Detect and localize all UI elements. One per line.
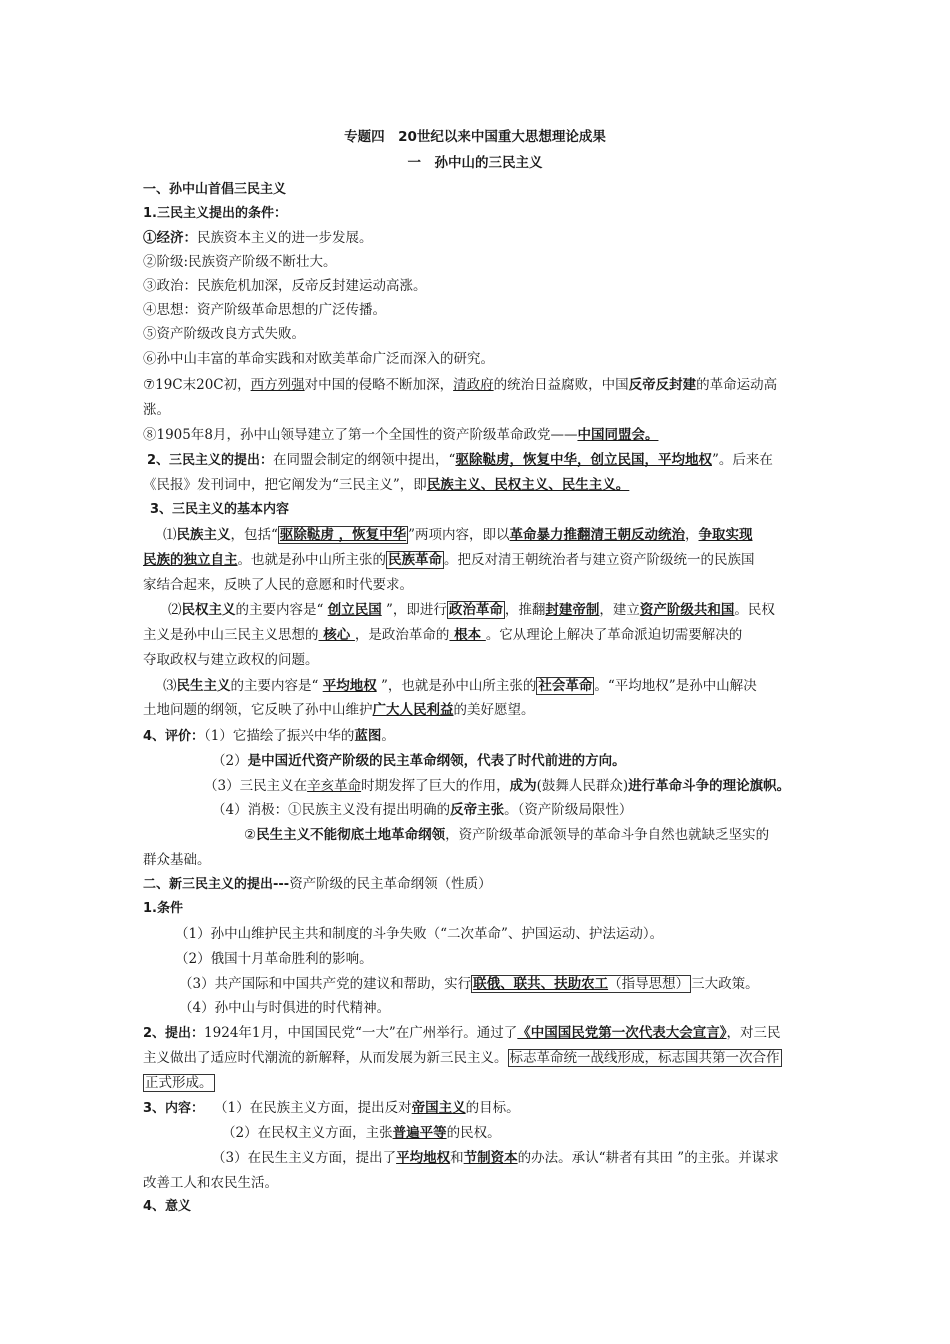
boxed-term: 民族革命 <box>388 552 442 568</box>
text-span: 在同盟会制定的纲领中提出，“ <box>273 452 456 468</box>
bold-term: 蓝图 <box>354 728 382 744</box>
meaning-heading: 4、意义 <box>143 1199 192 1214</box>
bold-underlined-term: 资产阶级共和国 <box>639 602 735 618</box>
text-span: （3）在民生主义方面，提出了 <box>212 1150 397 1166</box>
bold-underlined-term: 创立民国 <box>327 602 382 618</box>
proposal-paragraph <box>147 450 773 471</box>
condition-item <box>179 974 759 994</box>
text-span: （4）消极：①民族主义没有提出明确的 <box>212 802 451 818</box>
condition-item <box>143 425 658 445</box>
conditions-heading: 1.条件 <box>143 901 183 916</box>
text-span: （1）在民族主义方面，提出反对 <box>214 1100 412 1116</box>
text-span: 的办法。承认“耕者有其田 ”的主张。并谋求 <box>517 1150 779 1166</box>
slogan: 驱除鞑虏，恢复中华，创立民国，平均地权 <box>455 452 712 468</box>
content-item <box>143 1098 520 1119</box>
bold-term: 成为 <box>509 778 537 794</box>
condition-text: 民族资本主义的进一步发展。 <box>197 230 373 246</box>
proposal-paragraph-cont <box>143 475 629 495</box>
text-span: ⑦19C末20C初， <box>143 377 251 393</box>
bold-term: 进行革命斗争的理论旗帜。 <box>628 778 791 794</box>
bold-underlined-term: 广大人民利益 <box>372 702 454 718</box>
condition-item <box>143 375 777 395</box>
text-span: ，推翻 <box>504 602 546 618</box>
boxed-term: 驱除鞑虏 ，恢复中华 <box>279 527 407 543</box>
bold-underlined-term: 节制资本 <box>463 1150 518 1166</box>
condition-item: ③政治：民族危机加深，反帝反封建运动高涨。 <box>143 278 427 294</box>
text-span: ⑴ <box>163 527 177 543</box>
bold-underlined-term: 平均地权 <box>322 678 377 694</box>
text-span: 主义做出了适应时代潮流的新解释，从而发展为新三民主义。 <box>143 1050 508 1066</box>
content-item-cont: 改善工人和农民生活。 <box>143 1175 278 1191</box>
bold-term: 是中国近代资产阶级的民主革命纲领，代表了时代前进的方向。 <box>247 753 626 769</box>
condition-item: ⑥孙中山丰富的革命实践和对欧美革命广泛而深入的研究。 <box>143 351 494 367</box>
livelihood-paragraph-cont <box>143 700 535 720</box>
condition-item: ②阶级:民族资产阶级不断壮大。 <box>143 254 337 270</box>
text-span: 的美好愿望。 <box>453 702 535 718</box>
bold-underlined-term: 中国同盟会。 <box>577 427 659 443</box>
text-span: ”两项内容，即以 <box>408 527 510 543</box>
evaluation-item <box>212 751 626 771</box>
text-span: （3）共产国际和中国共产党的建议和帮助，实行 <box>179 976 472 992</box>
text-span: ，对三民 <box>726 1025 781 1041</box>
text-span: 。（资产阶级局限性） <box>504 802 633 818</box>
bold-term: 民生主义不能彻底土地革命纲领 <box>256 827 446 843</box>
document-subtitle: 一 孙中山的三民主义 <box>407 155 543 171</box>
condition-item: ④思想：资产阶级革命思想的广泛传播。 <box>143 302 386 318</box>
text-span: 。把反对清王朝统治者与建立资产阶级统一的民族国 <box>444 552 755 568</box>
text-span: 。民权 <box>734 602 775 618</box>
paragraph-label: 3、内容： <box>143 1101 205 1116</box>
text-span: 。 <box>381 728 395 744</box>
content-heading: 3、三民主义的基本内容 <box>150 502 290 517</box>
proposal-paragraph <box>143 1023 781 1044</box>
condition-item: （2）俄国十月革命胜利的影响。 <box>175 951 373 967</box>
condition-item: （4）孙中山与时俱进的时代精神。 <box>179 1000 391 1016</box>
bold-underlined-term: 争取实现 <box>698 527 753 543</box>
text-span: ，包括“ <box>230 527 278 543</box>
section-heading: 一、孙中山首倡三民主义 <box>143 182 287 197</box>
boxed-term: 联俄、联共、扶助农工 <box>473 976 609 992</box>
text-span: 《民报》发刊词中，把它阐发为“三民主义”，即 <box>143 477 427 493</box>
bold-underlined-term: 革命暴力推翻清王朝反动统治 <box>509 527 686 543</box>
paragraph-label: 4、评价： <box>143 729 205 744</box>
boxed-term: 政治革命 <box>448 602 503 618</box>
text-span: (鼓舞人民群众) <box>536 778 629 794</box>
proposal-paragraph-cont <box>143 1048 782 1068</box>
content-item <box>212 1148 779 1168</box>
bold-term: 民生主义 <box>176 678 231 694</box>
paragraph-label: 2、提出： <box>143 1026 205 1041</box>
conditions-heading: 1.三民主义提出的条件： <box>143 206 287 221</box>
democracy-paragraph <box>168 600 775 620</box>
text-span: 的目标。 <box>465 1100 520 1116</box>
condition-item-cont: 涨。 <box>143 402 170 418</box>
three-principles: 民族主义、民权主义、民生主义。 <box>426 477 630 493</box>
text-span: 主义是孙中山三民主义思想的 <box>143 627 319 643</box>
text-span: （指导思想） <box>608 976 690 992</box>
text-span: （1）它描绘了振兴中华的 <box>204 728 355 744</box>
text-span: 三大政策。 <box>691 976 759 992</box>
boxed-note: 标志革命统一战线形成，标志国共第一次合作 <box>509 1050 780 1066</box>
text-span: ， <box>685 527 699 543</box>
evaluation-item <box>143 726 395 747</box>
text-span: 1924年1月，中国国民党“一大”在广州举行。通过了 <box>204 1025 518 1041</box>
bold-underlined-term: 普遍平等 <box>392 1125 447 1141</box>
text-span: 的主要内容是“ <box>235 602 328 618</box>
text-span: 。也就是孙中山所主张的 <box>237 552 386 568</box>
bold-underlined-term: 核心 <box>318 627 355 643</box>
nationalism-paragraph-cont <box>143 550 755 570</box>
text-span: ，建立 <box>599 602 640 618</box>
text-span: ⑧1905年8月，孙中山领导建立了第一个全国性的资产阶级革命政党—— <box>143 427 578 443</box>
content-item <box>222 1123 501 1143</box>
condition-item: （1）孙中山维护民主共和制度的斗争失败（“二次革命”、护国运动、护法运动）。 <box>175 926 664 942</box>
condition-item <box>143 228 373 248</box>
underlined-term: 清政府 <box>453 377 494 393</box>
bold-term: 反帝主张 <box>450 802 505 818</box>
text-span: ”，即进行 <box>381 602 447 618</box>
text-span: 土地问题的纲领，它反映了孙中山维护 <box>143 702 373 718</box>
nationalism-paragraph <box>163 525 753 545</box>
document-title: 专题四 20世纪以来中国重大思想理论成果 <box>344 129 606 145</box>
boxed-note: 正式形成。 <box>145 1075 213 1091</box>
democracy-paragraph-cont <box>143 625 742 645</box>
section-heading <box>143 874 492 895</box>
democracy-paragraph-cont: 夺取政权与建立政权的问题。 <box>143 652 319 668</box>
underlined-term: 西方列强 <box>250 377 305 393</box>
text-span: （3）三民主义在 <box>204 778 308 794</box>
heading-text: 二、新三民主义的提出--- <box>143 877 290 892</box>
livelihood-paragraph <box>163 676 757 696</box>
text-span: 时期发挥了巨大的作用， <box>361 778 510 794</box>
bold-underlined-term: 根本 <box>449 627 486 643</box>
bold-underlined-term: 帝国主义 <box>411 1100 466 1116</box>
evaluation-item <box>244 825 769 845</box>
condition-label: ①经济： <box>143 230 197 246</box>
condition-item: ⑤资产阶级改良方式失败。 <box>143 326 305 342</box>
manifesto-title: 《中国国民党第一次代表大会宣言》 <box>517 1025 727 1041</box>
paragraph-label: 2、三民主义的提出： <box>147 453 274 468</box>
evaluation-item <box>204 776 790 796</box>
text-span: 。它从理论上解决了革命派迫切需要解决的 <box>485 627 743 643</box>
text-span: 对中国的侵略不断加深， <box>304 377 454 393</box>
underlined-term: 辛亥革命 <box>307 778 362 794</box>
text-span: ⑵ <box>168 602 182 618</box>
text-span: 的革命运动高 <box>696 377 778 393</box>
text-span: 和 <box>450 1150 464 1166</box>
bold-term: 反帝反封建 <box>628 377 697 393</box>
text-span: 的民权。 <box>446 1125 501 1141</box>
text-span: （2）在民权主义方面，主张 <box>222 1125 393 1141</box>
bold-term: 民族主义 <box>176 527 231 543</box>
text-span: 的统治日益腐败，中国 <box>493 377 629 393</box>
boxed-term: 社会革命 <box>538 678 593 694</box>
text-span: 的主要内容是“ <box>230 678 323 694</box>
bold-underlined-term: 平均地权 <box>396 1150 451 1166</box>
evaluation-item-cont: 群众基础。 <box>143 852 211 868</box>
bold-term: 民权主义 <box>181 602 236 618</box>
proposal-paragraph-cont <box>143 1073 215 1093</box>
bold-underlined-term: 封建帝制 <box>545 602 600 618</box>
text-span: ⑶ <box>163 678 177 694</box>
text-span: 。“平均地权”是孙中山解决 <box>594 678 757 694</box>
text-span: （2） <box>212 753 248 769</box>
evaluation-item <box>212 800 632 820</box>
heading-note: 资产阶级的民主革命纲领（性质） <box>289 876 492 892</box>
text-span: ，资产阶级革命派领导的革命斗争自然也就缺乏坚实的 <box>445 827 770 843</box>
text-span: ”。后来在 <box>711 452 773 468</box>
text-span: ”，也就是孙中山所主张的 <box>376 678 537 694</box>
nationalism-paragraph-cont: 家结合起来，反映了人民的意愿和时代要求。 <box>143 577 413 593</box>
text-span: ，是政治革命的 <box>354 627 450 643</box>
text-span: ② <box>244 827 257 843</box>
bold-underlined-term: 民族的独立自主 <box>143 552 238 568</box>
